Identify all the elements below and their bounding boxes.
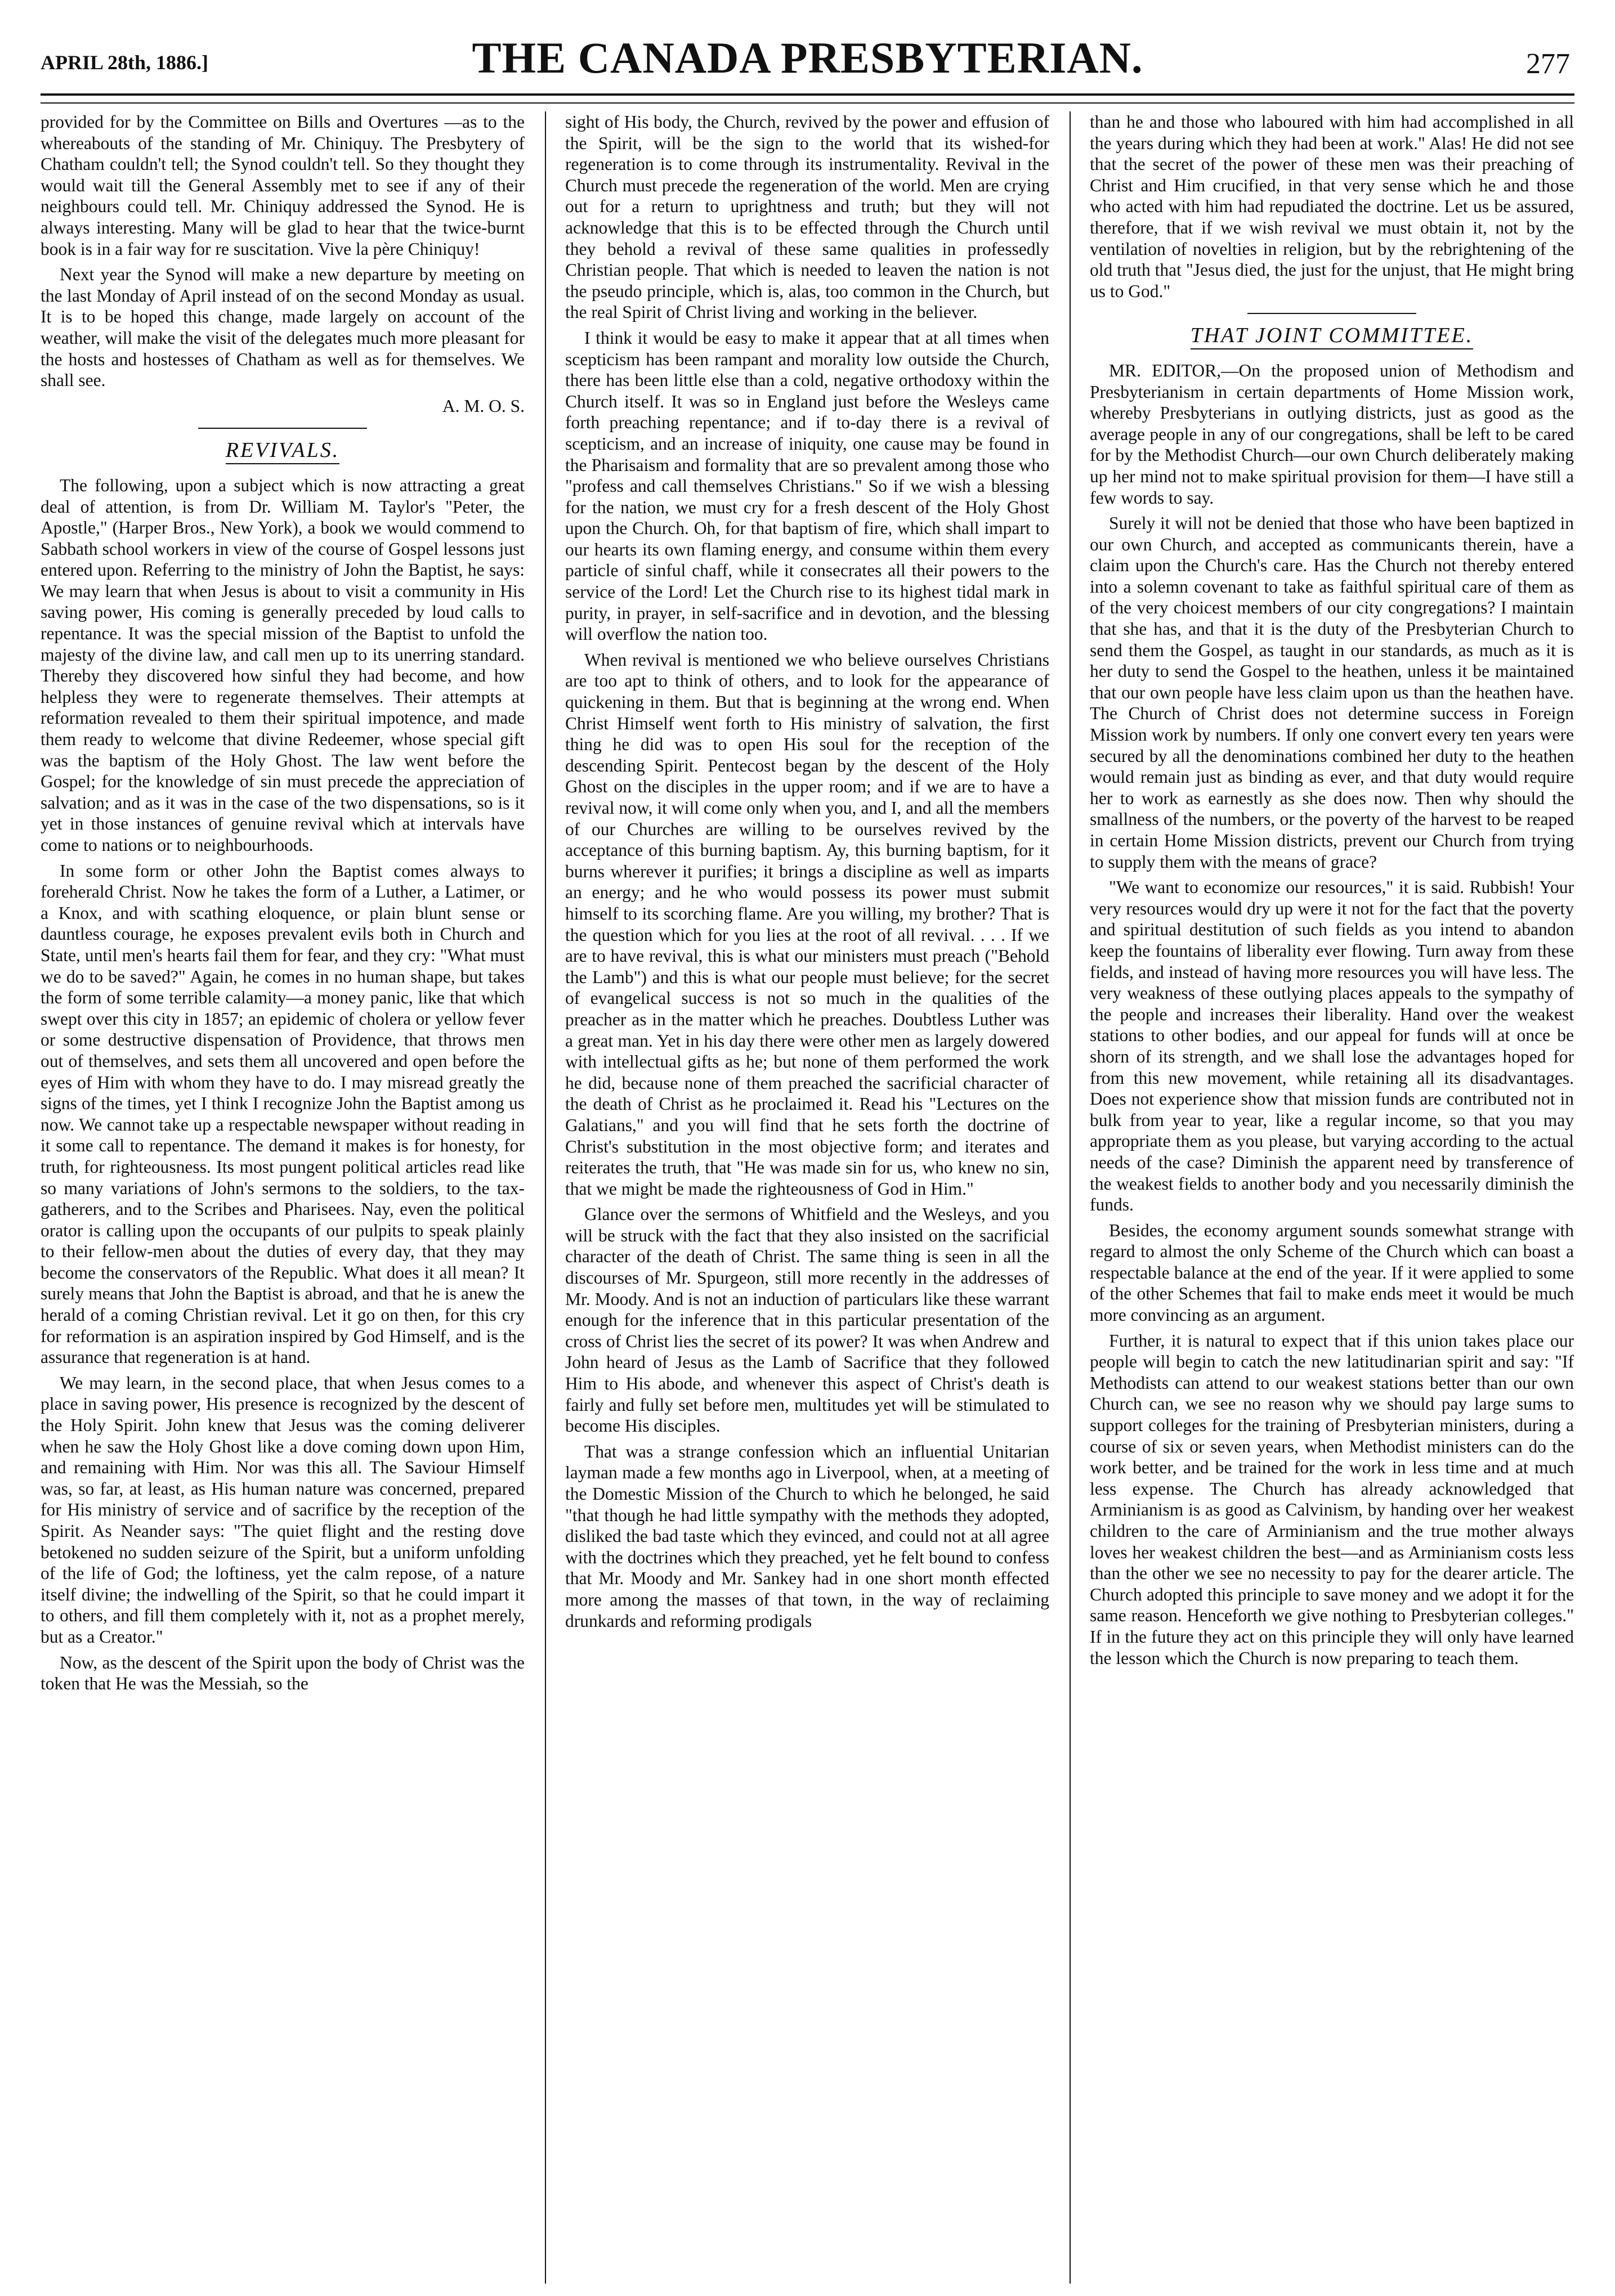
column-divider <box>1070 111 1071 2284</box>
header-rule-thick <box>41 93 1574 96</box>
paragraph: When revival is mentioned we who believe ourselves Christians are too apt to think of others, and to look for the appearance of quickening in them. But that is beginning at the wrong end. When Christ Himself went forth to His ministry of salvation, the first thing he did was to open His soul for the reception of the descending Spirit. Pentecost began by the descent of the Holy Ghost on the disciples in the upper room; and if we are to have a revival now, it will come only when you, and I, and all the members of our Churches are willing to be ourselves revived by the acceptance of this burning baptism. Ay, this burning baptism, for it burns wherever it purifies; it brings a discipline as well as imparts an energy; and he who would possess its power must submit himself to its scorching flame. Are you willing, my brother? That is the question which for you lies at the root of all revival. . . . If we are to have revival, this is what our ministers must preach ("Behold the Lamb") and this is what our people must believe; for the secret of evangelical success is not so much in the qualities of the preacher as in the matter which he preaches. Doubtless Luther was a great man. Yet in his day there were other men as largely dowered with intellectual gifts as he; but none of them performed the work he did, because none of them preached the sacrificial character of the death of Christ as he proclaimed it. Read his "Lectures on the Galatians," and you will find that he sets forth the doctrine of Christ's substitution in the most objective form; and iterates and reiterates the truth, that "He was made sin for us, who knew no sin, that we might be made the righteousness of God in Him." <box>565 649 1049 1199</box>
column-divider <box>545 111 546 2284</box>
page-number: 277 <box>1526 48 1570 80</box>
paragraph: Surely it will not be denied that those who have been baptized in our own Church, and accepted as communicants therein, have a claim upon the Church's care. Has the Church not thereby entered into a solemn covenant to take as faithful spiritual care of them as of the very choicest members of our city congregations? I maintain that she has, and that it is the duty of the Presbyterian Church to send them the Gospel, as taught in our standards, as much as it is her duty to send the Gospel to the heathen, unless it be maintained that our own people have less claim upon us than the heathen have. The Church of Christ does not determine success in Foreign Mission work by numbers. If only one convert every ten years were secured by all the denominations combined her duty to the heathen would remain just as binding as ever, and that duty would require her to work as earnestly as she does now. Then why should the smallness of the numbers, or the poverty of the harvest to be reaped in certain Home Mission districts, prevent our Church from trying to supply them with the means of grace? <box>1090 513 1574 872</box>
section-heading-text: REVIVALS. <box>226 438 340 464</box>
paragraph: That was a strange confession which an influential Unitarian layman made a few months ago in Liverpool, when, at a meeting of the Domestic Mission of the Church to which he belonged, he said "that though he had little sympathy with the methods they adopted, disliked the bad taste which they evinced, and could not at all agree with the doctrines which they preached, yet he felt bound to confess that Mr. Moody and Mr. Sankey had in one short month effected more among the masses of that town, in the way of reclaiming drunkards and reforming prodigals <box>565 1441 1049 1631</box>
signature: A. M. O. S. <box>442 396 525 416</box>
section-heading <box>41 428 525 461</box>
paragraph: Besides, the economy argument sounds somewhat strange with regard to almost the only Scheme of the Church which can boast a respectable balance at the end of the year. If it were applied to some of the other Schemes that fail to make ends meet it would be much more convincing as an argument. <box>1090 1220 1574 1325</box>
paragraph: In some form or other John the Baptist comes always to foreherald Christ. Now he takes the form of a Luther, a Latimer, or a Knox, and with scathing eloquence, or plain blunt sense or dauntless courage, he exposes prevalent evils both in Church and State, until men's hearts fail them for fear, and they cry: "What must we do to be saved?" Again, he comes in no human shape, but takes the form of some terrible calamity—a money panic, like that which swept over this city in 1857; an epidemic of cholera or yellow fever or some destructive dispensation of Providence, that throws men out of themselves, and sets them all uncovered and open before the eyes of Him with whom they have to do. I may misread greatly the signs of the times, yet I think I recognize John the Baptist among us now. We cannot take up a respectable newspaper without reading in it some call to repentance. The demand it makes is for honesty, for truth, for righteousness. Its most pungent political articles read like so many variations of John's sermons to the soldiers, to the tax-gatherers, and to the Scribes and Pharisees. Nay, even the political orator is calling upon the occupants of our pulpits to speak plainly to their fellow-men about the duties of every day, that they may become the conservators of the Republic. What does it all mean? It surely means that John the Baptist is abroad, and that he is anew the herald of a coming Christian revival. Let it go on then, for this cry for reformation is an aspiration inspired by God Himself, and is the assurance that regeneration is at hand. <box>41 860 525 1367</box>
paragraph: The following, upon a subject which is now attracting a great deal of attention, is from Dr. William M. Taylor's "Peter, the Apostle," (Harper Bros., New York), a book we would commend to Sabbath school workers in view of the course of Gospel lessons just entered upon. Referring to the ministry of John the Baptist, he says: We may learn that when Jesus is about to visit a community in His saving power, His coming is generally preceded by loud calls to repentance. It was the special mission of the Baptist to unfold the majesty of the divine law, and call men up to its unerring standard. Thereby they discovered how sinful they had become, and how helpless they were to regenerate themselves. Their attempts at reformation revealed to them their spiritual impotence, and made them ready to welcome that divine Redeemer, whose special gift was the baptism of the Holy Ghost. The law went before the Gospel; for the knowledge of sin must precede the appreciation of salvation; and as it was in the case of the two dispensations, so is it yet in those instances of genuine revival which at intervals have come to nations or to neighbourhoods. <box>41 475 525 855</box>
newspaper-page <box>41 23 1574 2279</box>
section-heading <box>1090 313 1574 347</box>
paragraph: sight of His body, the Church, revived by the power and effusion of the Spirit, will be the sign to the world that its wished-for regeneration is to come through its instrumentality. Revival in the Church must precede the regeneration of the world. Men are crying out for a return to uprightness and truth; but they will not acknowledge that this is to be effected through the Church until they behold a revival of these same qualities in professedly Christian people. That which is needed to leaven the nation is not the pseudo principle, which is, alas, too common in the Church, but the real Spirit of Christ living and working in the believer. <box>565 112 1049 322</box>
paragraph: Further, it is natural to expect that if this union takes place our people will begin to catch the new latitudinarian spirit and say: "If Methodists can attend to our weakest stations better than our own Church can, we see no reason why we should pay large sums to support colleges for the training of Presbyterian ministers, during a course of six or seven years, when Methodist ministers can do the work better, and be trained for the work in less time and at much less expense. The Church has already acknowledged that Arminianism is as good as Calvinism, by handing over her weakest children to the care of Arminianism and the true mother always loves her weakest children the best—and as Arminianism costs less than the other we see no necessity to pay for the dearer article. The Church adopted this principle to save money and we adopt it for the same reason. Henceforth we give nothing to Presbyterian colleges." If in the future they act on this principle they will only have learned the lesson which the Church is now preparing to teach them. <box>1090 1330 1574 1668</box>
paragraph: I think it would be easy to make it appear that at all times when scepticism has been rampant and morality low outside the Church, there has been little else than a cold, negative orthodoxy within the Church itself. It was so in England just before the Wesleys came forth preaching repentance; and if to-day there is a revival of scepticism, and an increase of iniquity, one cause may be found in the Pharisaism and formality that are so prevalent among those who "profess and call themselves Christians." So if we wish a blessing for the nation, we must cry for a fresh descent of the Holy Ghost upon the Church. Oh, for that baptism of fire, which shall impart to our hearts its own flaming energy, and consume within them every particle of sinful chaff, while it consecrates all their powers to the service of the Lord! Let the Church rise to its highest tidal mark in purity, in prayer, in self-sacrifice and in devotion, and the blessing will overflow the nation too. <box>565 328 1049 644</box>
paragraph: We may learn, in the second place, that when Jesus comes to a place in saving power, His presence is recognized by the descent of the Holy Spirit. John knew that Jesus was the coming deliverer when he saw the Holy Ghost like a dove coming down upon Him, and remaining with Him. Nor was this all. The Saviour Himself was, so far, at least, as His human nature was concerned, prepared for His ministry of service and of sacrifice by the reception of the Spirit. As Neander says: "The quiet flight and the resting dove betokened no sudden seizure of the Spirit, but a uniform unfolding of the life of God; the loftiness, yet the calm repose, of a nature itself divine; the indwelling of the Spirit, so that he could impart it to others, and fill them completely with it, not as a prophet merely, but as a Creator." <box>41 1373 525 1647</box>
masthead-title: THE CANADA PRESBYTERIAN. <box>472 33 1143 82</box>
paragraph: MR. EDITOR,—On the proposed union of Methodism and Presbyterianism in certain departments of Home Mission work, whereby Presbyterians in outlying districts, just as good as the average people in any of our congregations, shall be left to be cared for by the Methodist Church—our own Church deliberately making up her mind not to make spiritual provision for them—I have still a few words to say. <box>1090 360 1574 508</box>
column-1 <box>41 111 525 2284</box>
column-2 <box>565 111 1049 2284</box>
paragraph: Next year the Synod will make a new departure by meeting on the last Monday of April instead of on the second Monday as usual. It is to be hoped this change, made largely on account of the weather, will make the visit of the delegates much more pleasant for the hosts and hostesses of Chatham as well as for themselves. We shall see. <box>41 264 525 391</box>
paragraph: Glance over the sermons of Whitfield and the Wesleys, and you will be struck with the fact that they also insisted on the sacrificial character of the death of Christ. The same thing is seen in all the discourses of Mr. Spurgeon, still more recently in the addresses of Mr. Moody. And is not an induction of particulars like these warrant enough for the inference that in this particular presentation of the cross of Christ lies the secret of its power? It was when Andrew and John heard of Jesus as the Lamb of Sacrifice that they followed Him to His abode, and whenever this aspect of Christ's death is fairly and fully set before men, multitudes yet will be stimulated to become His disciples. <box>565 1204 1049 1436</box>
paragraph: Now, as the descent of the Spirit upon the body of Christ was the token that He was the Messiah, so the <box>41 1652 525 1694</box>
issue-date: APRIL 28th, 1886.] <box>41 51 209 74</box>
paragraph: than he and those who laboured with him had accomplished in all the years during which they had been at work." Alas! He did not see that the secret of the power of these men was their preaching of Christ and Him crucified, in that very sense which he and those who acted with him had repudiated the doctrine. Let us be assured, therefore, that if we wish revival we must obtain it, not by the ventilation of novelties in religion, but by the rebrightening of the old truth that "Jesus died, the just for the unjust, that He might bring us to God." <box>1090 112 1574 301</box>
section-heading-text: THAT JOINT COMMITTEE. <box>1191 324 1474 349</box>
page-header <box>41 23 1574 101</box>
paragraph: provided for by the Committee on Bills and Overtures —as to the whereabouts of the standing of Mr. Chiniquy. The Presbytery of Chatham couldn't tell; the Synod couldn't tell. So they thought they would wait till the General Assembly met to see if any of their neighbours could tell. Mr. Chiniquy addressed the Synod. He is always interesting. Many will be glad to hear that the twice-burnt book is in a fair way for re suscitation. Vive la père Chiniquy! <box>41 112 525 259</box>
paragraph: "We want to economize our resources," it is said. Rubbish! Your very resources would dry up were it not for the fact that the poverty and spiritual destitution of such fields as you intend to abandon keep the fountains of liberality ever flowing. Turn away from these fields, and instead of having more resources you will have less. The very weakness of these outlying places appeals to the sympathy of the people and increases their liberality. Hand over the weakest stations to other bodies, and our appeal for funds will at once be shorn of its strength, and we shall lose the advantages hoped for from this new movement, while retaining all its disadvantages. Does not experience show that mission funds are contributed not in bulk from year to year, like a regular income, so that you may appropriate them as you please, but varying according to the actual needs of the case? Diminish the apparent need by transference of the weakest fields to another body and you necessarily diminish the funds. <box>1090 877 1574 1215</box>
header-rule-thin <box>41 102 1574 104</box>
column-3 <box>1090 111 1574 2284</box>
article-columns <box>41 111 1574 2284</box>
